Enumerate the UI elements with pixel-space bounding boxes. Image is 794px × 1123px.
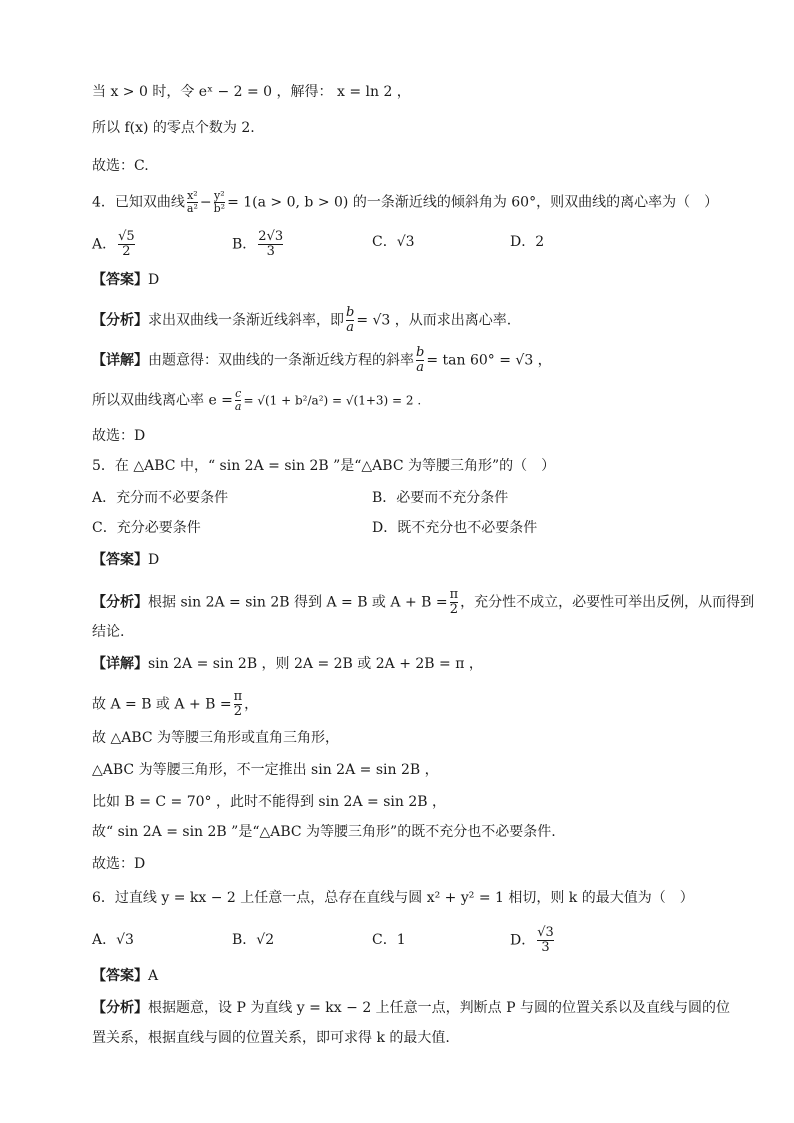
analysis-tag: 【分析】 xyxy=(92,312,148,329)
q4-prefix: 4．已知双曲线 xyxy=(92,194,185,211)
frac-den: 2 xyxy=(118,244,135,259)
frac-den: a xyxy=(416,360,425,375)
text-line: △ABC 为等腰三角形，不一定推出 sin 2A = sin 2B ， xyxy=(92,762,439,778)
frac-num: π xyxy=(233,689,243,704)
detail-text: = tan 60° = √3 ， xyxy=(426,352,552,369)
frac-num: c xyxy=(235,387,242,400)
q6-option-b: B．√2 xyxy=(232,932,275,948)
q5-option-d: D．既不充分也不必要条件 xyxy=(372,520,538,536)
answer-tag: 【答案】 xyxy=(92,272,148,288)
answer-tag: 【答案】 xyxy=(92,552,148,568)
analysis-text: 根据题意，设 P 为直线 y = kx − 2 上任意一点，判断点 P 与圆的位置关系以及直线与圆的位 xyxy=(148,1000,730,1016)
detail-tag: 【详解】 xyxy=(92,352,148,369)
q6-option-d-fraction xyxy=(537,926,554,955)
question-5-stem: 5．在 △ABC 中，“ sin 2A = sin 2B ”是“△ABC 为等腰三角形”的（ ） xyxy=(92,458,556,474)
q4-option-a xyxy=(92,230,137,259)
text-line: 故 △ABC 为等腰三角形或直角三角形， xyxy=(92,730,340,746)
frac-den: 3 xyxy=(258,244,283,259)
text-line xyxy=(92,690,258,719)
analysis-text: 求出双曲线一条渐近线斜率，即 xyxy=(148,312,344,329)
answer-value: A xyxy=(148,968,159,984)
q4-fraction xyxy=(187,190,198,215)
ecc-text: = √(1 + b²/a²) = √(1+3) = 2 . xyxy=(243,393,422,408)
q4-analysis xyxy=(92,306,511,335)
option-label: A． xyxy=(92,236,117,253)
frac-num: π xyxy=(449,587,459,602)
detail-fraction xyxy=(416,346,424,375)
q6-option-a: A．√3 xyxy=(92,932,134,948)
frac-den: a xyxy=(234,400,242,413)
analysis-fraction xyxy=(450,588,459,617)
frac-num: y² xyxy=(214,189,225,202)
q6-option-d xyxy=(510,926,556,955)
question-4-stem xyxy=(92,190,718,215)
q5-option-a: A．充分而不必要条件 xyxy=(92,490,229,506)
frac-den: 2 xyxy=(233,704,242,719)
q4-option-b-fraction xyxy=(258,230,283,259)
frac-num: 2√3 xyxy=(258,229,284,244)
frac-num: x² xyxy=(187,189,198,202)
q5-analysis xyxy=(92,588,754,617)
text-line: 当 x > 0 时，令 eˣ − 2 = 0 ，解得： x = ln 2 ， xyxy=(92,84,411,100)
text-line: 故“ sin 2A = sin 2B ”是“△ABC 为等腰三角形”的既不充分也不必要条件. xyxy=(92,824,556,840)
frac-num: √5 xyxy=(118,229,135,244)
q6-analysis xyxy=(92,998,730,1018)
detail-text: 由题意得：双曲线的一条渐近线方程的斜率 xyxy=(148,352,414,369)
question-6-stem: 6．过直线 y = kx − 2 上任意一点，总存在直线与圆 x² + y² = 1 相切，则 k 的最大值为（ ） xyxy=(92,890,694,906)
text-line: 故选：C. xyxy=(92,158,149,174)
q4-fraction xyxy=(214,190,225,215)
text-line: 置关系，根据直线与圆的位置关系，即可求得 k 的最大值. xyxy=(92,1030,450,1046)
answer-value: D xyxy=(148,552,160,568)
analysis-text: ，充分性不成立，必要性可举出反例，从而得到 xyxy=(460,594,755,611)
q4-option-a-fraction xyxy=(118,230,135,259)
q4-option-b xyxy=(232,230,285,259)
q4-answer xyxy=(92,270,159,290)
frac-den: a² xyxy=(186,202,198,215)
q5-option-c: C．充分必要条件 xyxy=(92,520,201,536)
frac-num: √3 xyxy=(537,925,554,940)
frac-num: b xyxy=(416,345,425,360)
text-line: 所以 f(x) 的零点个数为 2. xyxy=(92,120,255,136)
text-line: 结论. xyxy=(92,624,125,640)
detail-fraction xyxy=(234,690,243,719)
analysis-fraction xyxy=(346,306,354,335)
frac-den: 2 xyxy=(449,602,458,617)
frac-den: a xyxy=(346,320,355,335)
option-label: B． xyxy=(232,236,257,253)
frac-den: 3 xyxy=(537,940,554,955)
frac-den: b² xyxy=(213,202,226,215)
ecc-text: 所以双曲线离心率 e = xyxy=(92,392,233,409)
answer-value: D xyxy=(148,272,160,288)
frac-num: b xyxy=(346,305,355,320)
text-line: 故选：D xyxy=(92,428,146,444)
ecc-fraction xyxy=(235,388,242,413)
q5-detail xyxy=(92,654,483,674)
detail-text: sin 2A = sin 2B ，则 2A = 2B 或 2A + 2B = π ， xyxy=(148,656,483,672)
q4-option-d: D．2 xyxy=(510,234,545,250)
analysis-text: = √3 ，从而求出离心率. xyxy=(356,312,512,329)
q4-eccentricity xyxy=(92,388,421,413)
detail-text: 故 A = B 或 A + B = xyxy=(92,696,232,713)
q4-detail xyxy=(92,346,552,375)
q6-option-c: C．1 xyxy=(372,932,406,948)
text-line: 故选：D xyxy=(92,856,146,872)
option-label: D． xyxy=(510,932,536,949)
detail-tag: 【详解】 xyxy=(92,656,148,672)
q4-suffix: = 1(a > 0, b > 0) 的一条渐近线的倾斜角为 60°，则双曲线的离心率为（ ） xyxy=(227,194,719,211)
q6-answer xyxy=(92,966,158,986)
q4-option-c: C．√3 xyxy=(372,234,415,250)
q5-option-b: B．必要而不充分条件 xyxy=(372,490,509,506)
analysis-tag: 【分析】 xyxy=(92,594,148,611)
analysis-text: 根据 sin 2A = sin 2B 得到 A = B 或 A + B = xyxy=(148,594,448,611)
detail-text: ， xyxy=(244,696,259,713)
minus-sign: − xyxy=(199,194,212,211)
q5-answer xyxy=(92,550,159,570)
analysis-tag: 【分析】 xyxy=(92,1000,148,1016)
answer-tag: 【答案】 xyxy=(92,968,148,984)
text-line: 比如 B = C = 70° ，此时不能得到 sin 2A = sin 2B ， xyxy=(92,794,446,810)
